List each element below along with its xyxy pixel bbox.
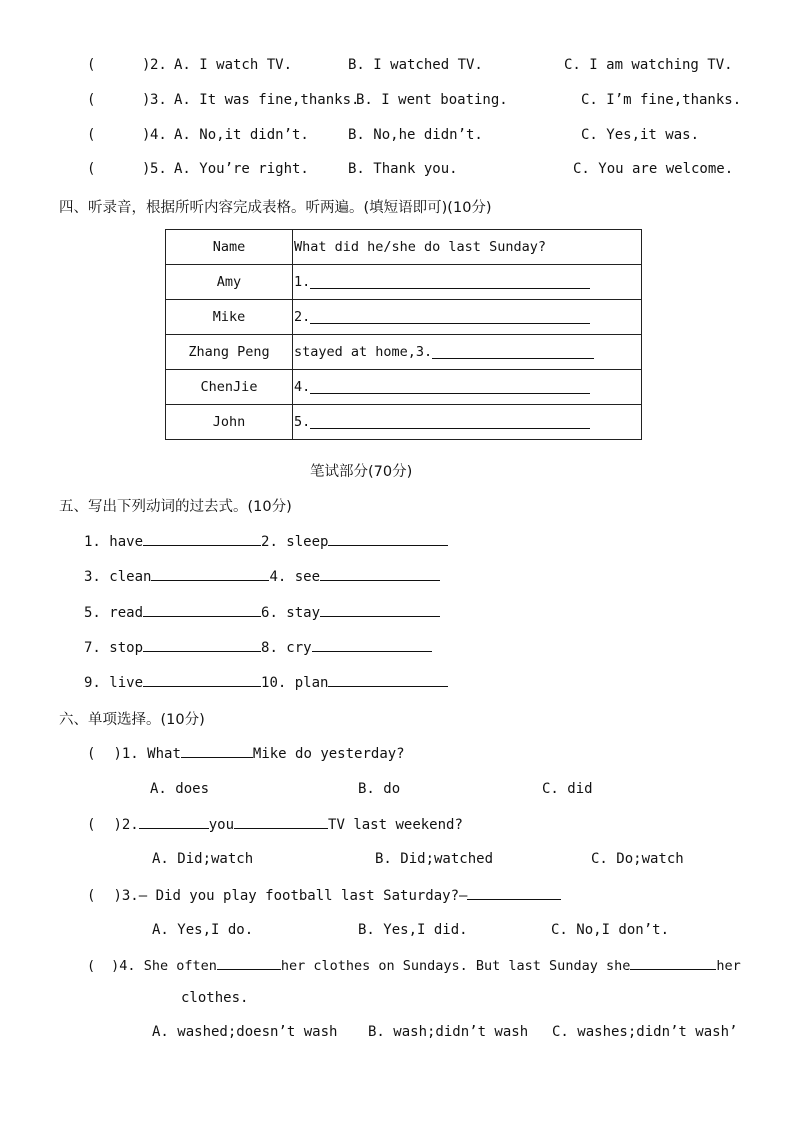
- table-row: [166, 265, 642, 300]
- verb-item: 8. cry: [261, 640, 312, 656]
- question-number: 4.: [119, 958, 136, 974]
- table-header-question: What did he/she do last Sunday?: [293, 230, 642, 265]
- verb-item: 3. clean: [84, 569, 152, 585]
- verb-item: 2. sleep: [261, 534, 329, 550]
- student-name: Mike: [166, 300, 293, 335]
- question-number: 2.: [121, 817, 139, 833]
- question-number: 3.: [121, 888, 139, 904]
- question-number: 4.: [150, 127, 167, 143]
- answer-cell[interactable]: [293, 405, 642, 440]
- question-text: What: [147, 746, 181, 762]
- answer-blank[interactable]: [630, 957, 716, 970]
- answer-blank[interactable]: [143, 604, 261, 617]
- table-row: [166, 300, 642, 335]
- student-name: ChenJie: [166, 370, 293, 405]
- option-a: A. I watch TV.: [174, 57, 293, 73]
- answer-cell[interactable]: [293, 300, 642, 335]
- question-text: Mike do yesterday?: [252, 746, 405, 762]
- question-number: 1.: [121, 746, 139, 762]
- option-b: B. I watched TV.: [348, 57, 483, 73]
- option-a: A. does: [150, 781, 210, 797]
- answer-blank[interactable]: [320, 568, 440, 581]
- option-b: B. do: [358, 781, 401, 797]
- option-b: B. Did;watched: [375, 851, 494, 867]
- listening-answer-table: [165, 229, 642, 440]
- verb-item: 7. stop: [84, 640, 144, 656]
- verb-item: 1. have: [84, 534, 144, 550]
- choice-question-3: [87, 887, 561, 904]
- answer-paren-open: (: [87, 127, 96, 143]
- past-tense-row: [84, 674, 448, 691]
- option-c: C. I’m fine,thanks.: [581, 92, 742, 108]
- student-name: John: [166, 405, 293, 440]
- answer-blank[interactable]: [328, 533, 448, 546]
- past-tense-row: [84, 533, 448, 550]
- option-b: B. wash;didn’t wash: [368, 1024, 529, 1040]
- question-text-continued: clothes.: [181, 990, 249, 1006]
- past-tense-row: [84, 568, 440, 585]
- answer-blank[interactable]: [310, 379, 590, 394]
- answer-blank[interactable]: [217, 957, 281, 970]
- answer-blank[interactable]: [143, 674, 261, 687]
- question-number: 3.: [150, 92, 167, 108]
- answer-blank[interactable]: [181, 745, 253, 758]
- option-b: B. Yes,I did.: [358, 922, 468, 938]
- option-c: C. I am watching TV.: [564, 57, 733, 73]
- answer-paren-close: ): [113, 746, 122, 762]
- answer-blank[interactable]: [143, 639, 261, 652]
- option-a: A. Did;watch: [152, 851, 254, 867]
- answer-blank[interactable]: [143, 533, 261, 546]
- past-tense-row: [84, 639, 432, 656]
- question-text: her clothes on Sundays. But last Sunday she: [280, 958, 631, 974]
- verb-item: 6. stay: [261, 605, 321, 621]
- question-number: 5.: [150, 161, 167, 177]
- answer-paren-close: ): [142, 57, 151, 73]
- choice-question-1: [87, 745, 405, 762]
- question-text: TV last weekend?: [328, 817, 463, 833]
- answer-blank[interactable]: [467, 887, 561, 900]
- answer-cell[interactable]: [293, 335, 642, 370]
- answer-paren-open: (: [87, 817, 96, 833]
- option-a: A. You’re right.: [174, 161, 309, 177]
- verb-item: 9. live: [84, 675, 144, 691]
- option-c: C. You are welcome.: [573, 161, 734, 177]
- answer-paren-close: ): [113, 817, 122, 833]
- verb-item: 10. plan: [261, 675, 329, 691]
- answer-paren-open: (: [87, 888, 96, 904]
- question-text: — Did you play football last Saturday?—: [138, 888, 468, 904]
- section-4-heading: 四、听录音，根据所听内容完成表格。听两遍。(填短语即可)(10分): [59, 200, 492, 216]
- answer-paren-open: (: [87, 161, 96, 177]
- answer-blank[interactable]: [310, 414, 590, 429]
- answer-paren-open: (: [87, 92, 96, 108]
- answer-blank[interactable]: [310, 274, 590, 289]
- question-text: you: [208, 817, 235, 833]
- answer-blank[interactable]: [234, 816, 328, 829]
- answer-paren-open: (: [87, 57, 96, 73]
- answer-cell[interactable]: [293, 370, 642, 405]
- answer-paren-close: ): [111, 958, 120, 974]
- option-c: C. Do;watch: [591, 851, 684, 867]
- answer-blank[interactable]: [432, 344, 594, 359]
- option-a: A. No,it didn’t.: [174, 127, 309, 143]
- question-text: She often: [143, 958, 217, 974]
- written-part-title: 笔试部分(70分): [310, 464, 413, 480]
- section-5-heading: 五、写出下列动词的过去式。(10分): [59, 499, 292, 515]
- choice-question-4: [87, 957, 741, 974]
- answer-blank[interactable]: [312, 639, 432, 652]
- answer-prefix: 2.: [294, 309, 311, 325]
- answer-blank[interactable]: [320, 604, 440, 617]
- answer-paren-close: ): [142, 161, 151, 177]
- option-c: C. No,I don’t.: [551, 922, 670, 938]
- question-number: 2.: [150, 57, 167, 73]
- answer-prefix: 1.: [294, 274, 311, 290]
- student-name: Zhang Peng: [166, 335, 293, 370]
- answer-paren-open: (: [87, 958, 96, 974]
- table-row: [166, 405, 642, 440]
- verb-item: 5. read: [84, 605, 144, 621]
- question-text: her: [716, 958, 741, 974]
- choice-question-2: [87, 816, 463, 833]
- option-b: B. I went boating.: [356, 92, 508, 108]
- option-c: C. washes;didn’t wash’: [552, 1024, 738, 1040]
- option-a: A. washed;doesn’t wash: [152, 1024, 338, 1040]
- answer-prefix: stayed at home,3.: [294, 344, 433, 360]
- option-b: B. No,he didn’t.: [348, 127, 483, 143]
- table-header-name: Name: [166, 230, 293, 265]
- table-row: [166, 370, 642, 405]
- answer-blank[interactable]: [151, 568, 269, 581]
- answer-paren-close: ): [142, 127, 151, 143]
- answer-blank[interactable]: [310, 309, 590, 324]
- table-header-row: [166, 230, 642, 265]
- verb-item: 4. see: [269, 569, 321, 585]
- answer-paren-close: ): [113, 888, 122, 904]
- section-6-heading: 六、单项选择。(10分): [59, 712, 205, 728]
- option-c: C. Yes,it was.: [581, 127, 700, 143]
- option-a: A. It was fine,thanks.: [174, 92, 360, 108]
- student-name: Amy: [166, 265, 293, 300]
- answer-paren-open: (: [87, 746, 96, 762]
- answer-cell[interactable]: [293, 265, 642, 300]
- option-a: A. Yes,I do.: [152, 922, 254, 938]
- table-row: [166, 335, 642, 370]
- past-tense-row: [84, 604, 440, 621]
- answer-prefix: 4.: [294, 379, 311, 395]
- answer-blank[interactable]: [328, 674, 448, 687]
- option-c: C. did: [542, 781, 593, 797]
- option-b: B. Thank you.: [348, 161, 458, 177]
- answer-blank[interactable]: [139, 816, 209, 829]
- answer-prefix: 5.: [294, 414, 311, 430]
- answer-paren-close: ): [142, 92, 151, 108]
